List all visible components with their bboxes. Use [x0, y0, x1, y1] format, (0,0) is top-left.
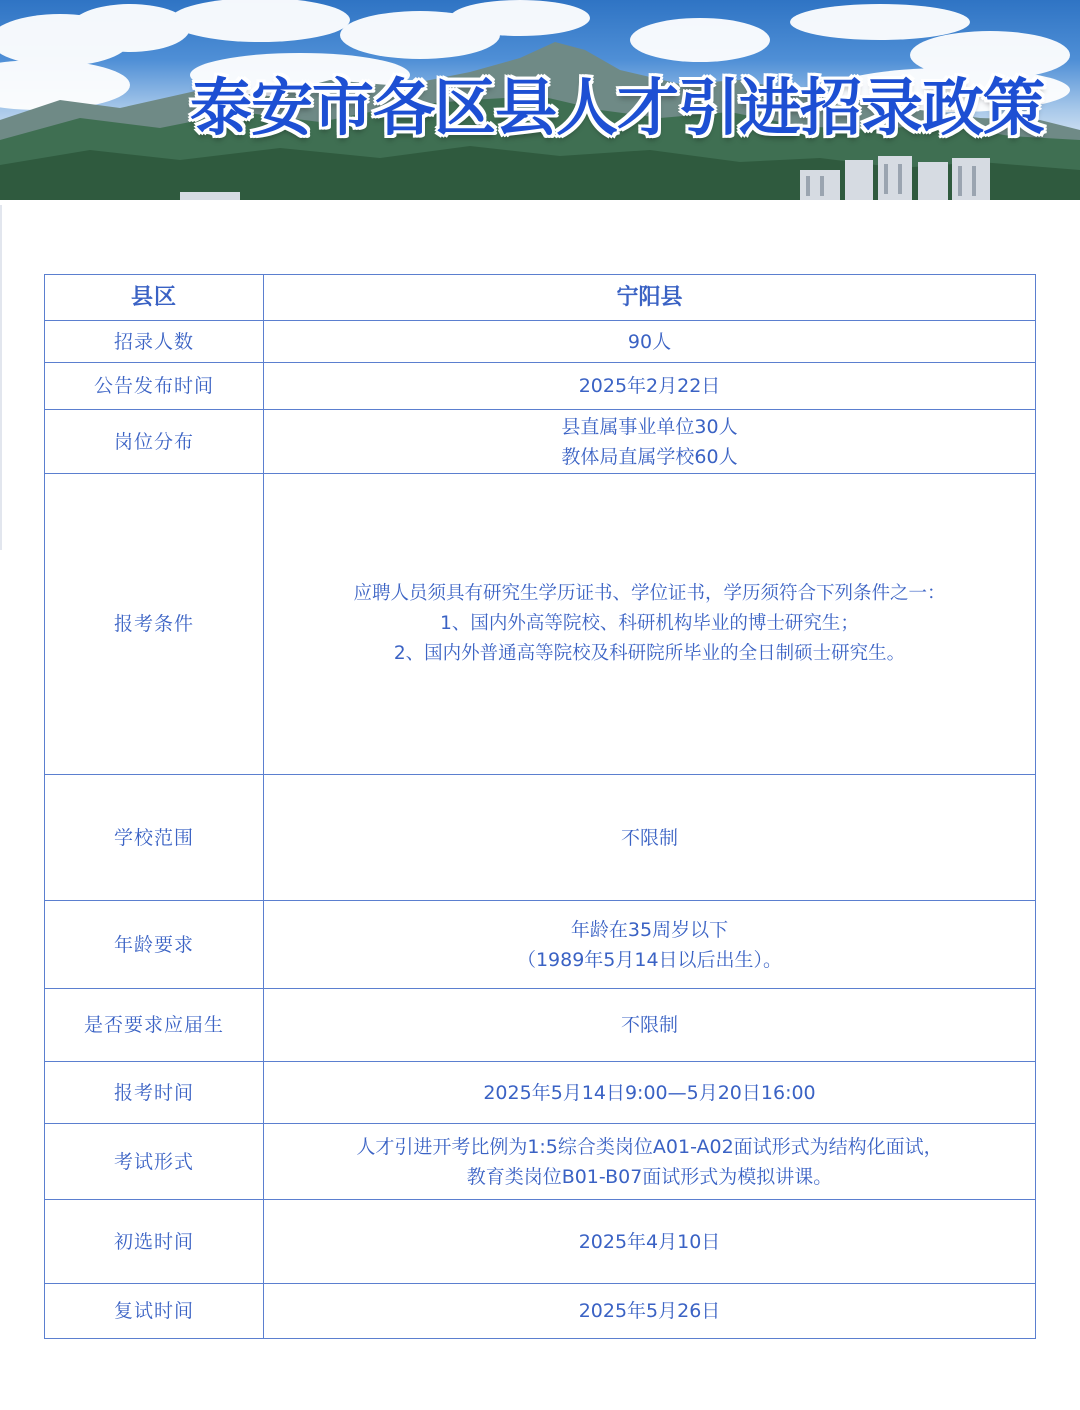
table-row: [45, 410, 1036, 474]
row-value: [264, 410, 1036, 474]
table-row: [45, 775, 1036, 901]
page-title: 泰安市各区县人才引进招录政策: [190, 71, 1045, 144]
row-label: 考试形式: [45, 1124, 264, 1200]
header-label-cell: 县区: [45, 275, 264, 321]
row-label: 招录人数: [45, 321, 264, 363]
row-value: [264, 474, 1036, 775]
table-row: [45, 474, 1036, 775]
row-value-line: 1、国内外高等院校、科研机构毕业的博士研究生；: [440, 613, 859, 634]
row-value: [264, 901, 1036, 989]
row-value: [264, 989, 1036, 1062]
row-value-line: 不限制: [620, 826, 678, 849]
row-label: 年龄要求: [45, 901, 264, 989]
row-value-line: 县直属事业单位30人: [561, 415, 738, 438]
row-label: 报考条件: [45, 474, 264, 775]
policy-table: [44, 274, 1036, 1339]
row-value-line: 教体局直属学校60人: [561, 445, 738, 468]
row-value-line: 应聘人员须具有研究生学历证书、学位证书，学历须符合下列条件之一：: [353, 583, 946, 604]
table-row: [45, 1200, 1036, 1284]
row-value: [264, 1124, 1036, 1200]
row-label: 报考时间: [45, 1062, 264, 1124]
row-value-line: 2025年2月22日: [578, 375, 721, 397]
row-value-line: 教育类岗位B01-B07面试形式为模拟讲课。: [466, 1165, 833, 1188]
row-value-line: 2025年5月14日9:00—5月20日16:00: [483, 1081, 816, 1104]
row-value: [264, 1200, 1036, 1284]
table-header-row: [45, 275, 1036, 321]
row-value: [264, 1062, 1036, 1124]
table-row: [45, 363, 1036, 410]
row-label: 学校范围: [45, 775, 264, 901]
row-label: 公告发布时间: [45, 363, 264, 410]
row-value-line: 2025年4月10日: [578, 1230, 721, 1253]
table-row: [45, 901, 1036, 989]
row-value: [264, 321, 1036, 363]
row-value-line: 年龄在35周岁以下: [570, 918, 729, 941]
table-row: [45, 1124, 1036, 1200]
left-edge-divider: [0, 205, 2, 550]
row-value: [264, 363, 1036, 410]
row-value-line: 90人: [627, 330, 672, 353]
row-value-line: （1989年5月14日以后出生）。: [516, 948, 783, 971]
row-label: 岗位分布: [45, 410, 264, 474]
row-value-line: 2025年5月26日: [578, 1300, 721, 1322]
header-county-cell: 宁阳县: [264, 275, 1036, 321]
table-row: [45, 1062, 1036, 1124]
row-value: [264, 775, 1036, 901]
table-row: [45, 1284, 1036, 1339]
row-value-line: 不限制: [620, 1014, 678, 1036]
header-banner: [0, 0, 1080, 200]
row-value-line: 2、国内外普通高等院校及科研院所毕业的全日制硕士研究生。: [393, 643, 906, 664]
row-label: 是否要求应届生: [45, 989, 264, 1062]
table-row: [45, 989, 1036, 1062]
table-row: [45, 321, 1036, 363]
row-value-line: 人才引进开考比例为1:5综合类岗位A01-A02面试形式为结构化面试，: [356, 1135, 943, 1158]
row-value: [264, 1284, 1036, 1339]
row-label: 初选时间: [45, 1200, 264, 1284]
row-label: 复试时间: [45, 1284, 264, 1339]
